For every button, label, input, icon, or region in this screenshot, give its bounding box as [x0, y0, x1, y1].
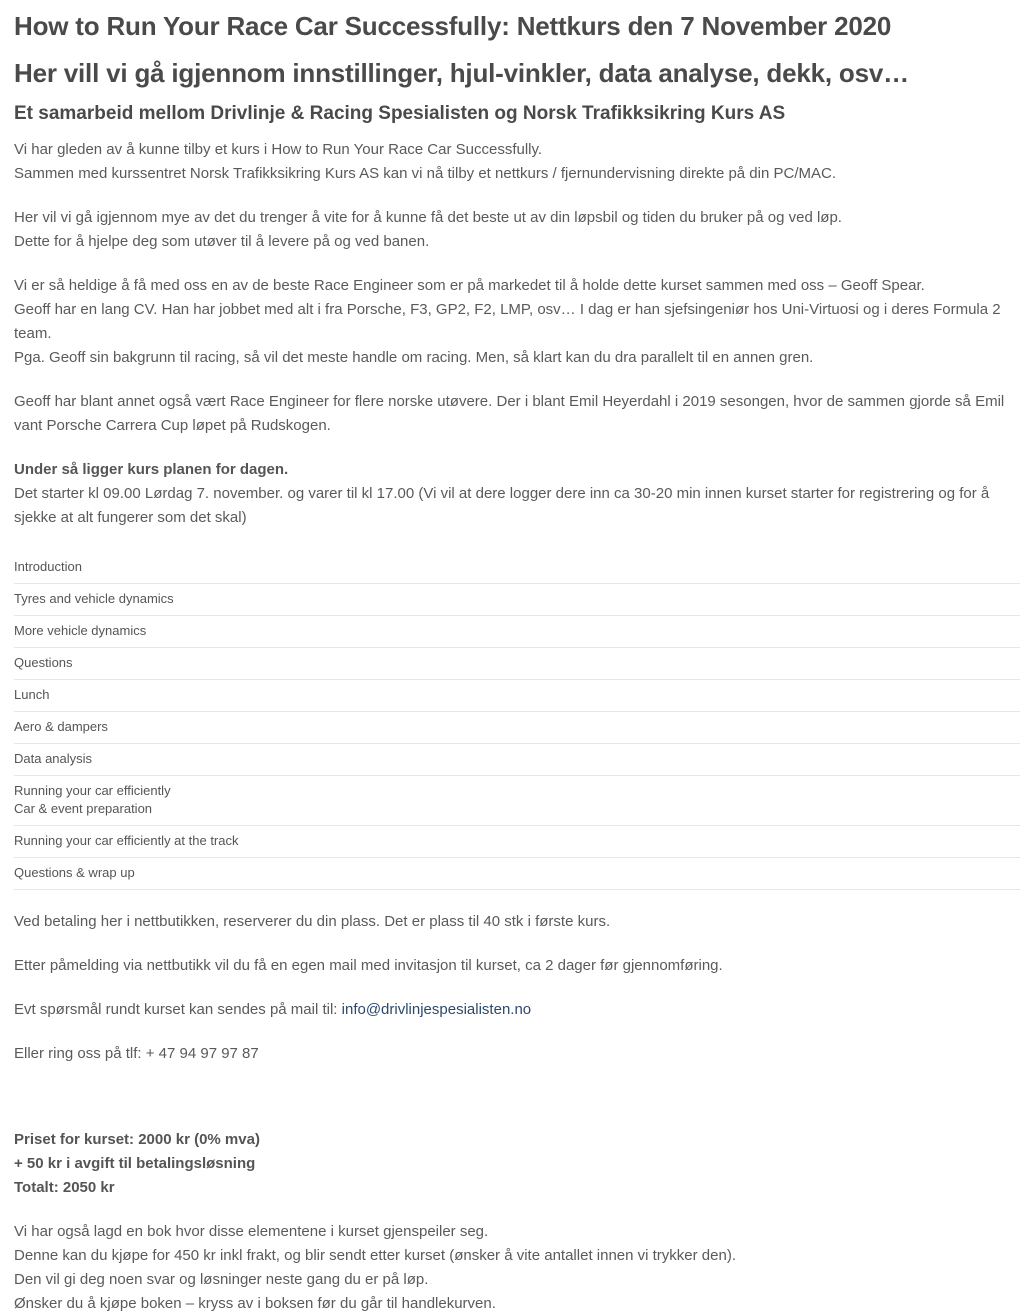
text-line: Ønsker du å kjøpe boken – kryss av i boksen før du går til handlekurven.: [14, 1295, 496, 1312]
text-line: Pga. Geoff sin bakgrunn til racing, så vil det meste handle om racing. Men, så klart kan du dra parallelt til en annen gren.: [14, 349, 814, 366]
text-line: Denne kan du kjøpe for 450 kr inkl frakt, og blir sendt etter kurset (ønsker å vite antallet innen vi trykker den).: [14, 1247, 736, 1264]
partnership-heading: Et samarbeid mellom Drivlinje & Racing Spesialisten og Norsk Trafikksikring Kurs AS: [14, 103, 786, 124]
schedule-item-label: Questions & wrap up: [14, 865, 135, 880]
text-line: Geoff har en lang CV. Han har jobbet med alt i fra Porsche, F3, GP2, F2, LMP, osv… I dag er han sjefsingeniør hos Uni-Virtuosi og i deres Formula 2 team.: [14, 301, 1001, 342]
questions-paragraph: [14, 998, 1020, 1022]
schedule-item-label: Car & event preparation: [14, 801, 153, 816]
schedule-item-label: Running your car efficiently: [14, 783, 171, 798]
schedule-item: [14, 858, 1020, 890]
text-line: Den vil gi deg noen svar og løsninger neste gang du er på løp.: [14, 1271, 429, 1288]
total-line: Totalt: 2050 kr: [14, 1179, 115, 1196]
questions-text: Evt spørsmål rundt kurset kan sendes på mail til:: [14, 1001, 342, 1018]
schedule-item: [14, 680, 1020, 712]
schedule-item: [14, 826, 1020, 858]
fee-line: + 50 kr i avgift til betalingsløsning: [14, 1155, 256, 1172]
page-subtitle: Her vill vi gå igjennom innstillinger, hjul-vinkler, data analyse, dekk, osv…: [14, 58, 909, 88]
schedule-item: [14, 776, 1020, 826]
schedule-item: [14, 648, 1020, 680]
schedule-item-label: Data analysis: [14, 751, 93, 766]
text-line: Dette for å hjelpe deg som utøver til å levere på og ved banen.: [14, 233, 430, 250]
schedule-item-label: Questions: [14, 655, 73, 670]
page-title: How to Run Your Race Car Successfully: Nettkurs den 7 November 2020: [14, 11, 892, 41]
text-line: Her vil vi gå igjennom mye av det du trenger å vite for å kunne få det beste ut av din løpsbil og tiden du bruker på og ved løp.: [14, 209, 842, 226]
text-line: Vi har gleden av å kunne tilby et kurs i How to Run Your Race Car Successfully.: [14, 141, 543, 158]
schedule-item-label: Tyres and vehicle dynamics: [14, 591, 174, 606]
schedule-item: [14, 616, 1020, 648]
schedule-item: [14, 712, 1020, 744]
price-line: Priset for kurset: 2000 kr (0% mva): [14, 1131, 260, 1148]
intro-paragraph-4: Geoff har blant annet også vært Race Engineer for flere norske utøvere. Der i blant Emil Heyerdahl i 2019 sesongen, hvor de sammen gjorde så Emil vant Porsche Carrera Cup løpet på Rudskogen.: [14, 393, 1005, 434]
schedule-item-label: Lunch: [14, 687, 50, 702]
text-line: Sammen med kurssentret Norsk Trafikksikring Kurs AS kan vi nå tilby et nettkurs / fjernundervisning direkte på din PC/MAC.: [14, 165, 836, 182]
text-line: Vi har også lagd en bok hvor disse elementene i kurset gjenspeiler seg.: [14, 1223, 489, 1240]
plan-paragraph: [14, 458, 1020, 530]
email-link[interactable]: info@drivlinjespesialisten.no: [341, 1001, 532, 1018]
schedule-item: [14, 744, 1020, 776]
phone-paragraph: Eller ring oss på tlf: + 47 94 97 97 87: [14, 1045, 259, 1062]
schedule-item: [14, 584, 1020, 616]
intro-paragraph-3: [14, 274, 1020, 370]
book-paragraph: [14, 1220, 1020, 1316]
price-block: [14, 1128, 1020, 1200]
plan-text: Det starter kl 09.00 Lørdag 7. november. og varer til kl 17.00 (Vi vil at dere logger dere inn ca 30-20 min innen kurset starter for registrering og for å sjekke at alt fungerer som det skal): [14, 485, 990, 526]
text-line: Vi er så heldige å få med oss en av de beste Race Engineer som er på markedet til å holde dette kurset sammen med oss – Geoff Spear.: [14, 277, 925, 294]
intro-paragraph-1: [14, 138, 1020, 186]
schedule-item: [14, 552, 1020, 584]
schedule-item-label: More vehicle dynamics: [14, 623, 147, 638]
schedule-item-label: Introduction: [14, 559, 82, 574]
schedule-list: [14, 552, 1020, 890]
schedule-item-label: Running your car efficiently at the track: [14, 833, 239, 848]
invitation-paragraph: Etter påmelding via nettbutikk vil du få en egen mail med invitasjon til kurset, ca 2 dager før gjennomføring.: [14, 957, 723, 974]
plan-heading: Under så ligger kurs planen for dagen.: [14, 461, 289, 478]
schedule-item-label: Aero & dampers: [14, 719, 108, 734]
payment-paragraph: Ved betaling her i nettbutikken, reserverer du din plass. Det er plass til 40 stk i første kurs.: [14, 913, 611, 930]
intro-paragraph-2: [14, 206, 1020, 254]
